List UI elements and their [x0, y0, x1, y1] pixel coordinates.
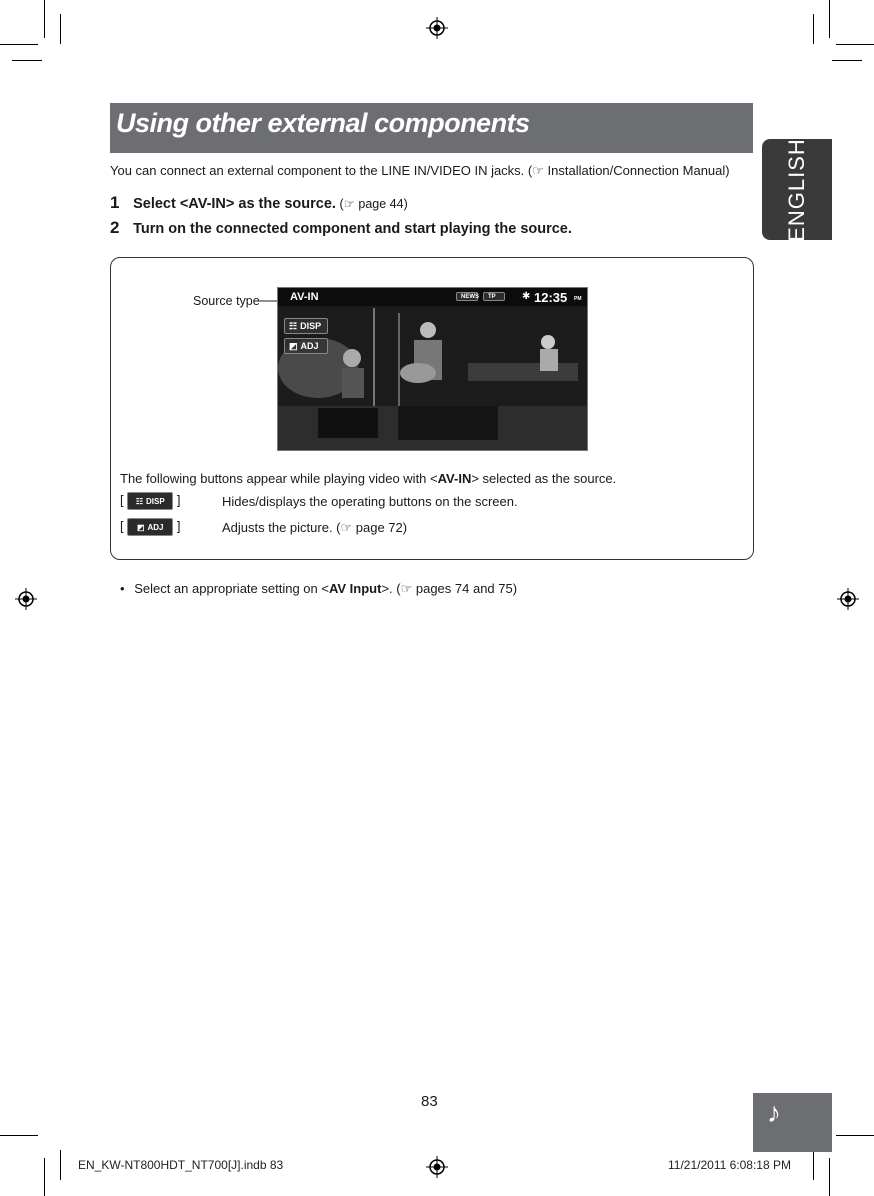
- news-indicator: [456, 292, 478, 301]
- step-text: Turn on the connected component and start playing the source.: [133, 221, 572, 237]
- crop-mark: [44, 1158, 45, 1196]
- registration-mark-icon: [426, 1156, 448, 1178]
- disp-button-label: DISP: [300, 321, 322, 331]
- bullet-text: >. (☞ pages 74 and 75): [381, 581, 518, 596]
- source-label: AV-IN: [290, 291, 319, 303]
- crop-mark: [0, 1135, 38, 1136]
- disp-sample-label: DISP: [145, 496, 165, 506]
- step-number: 2: [110, 218, 120, 237]
- crop-mark: [836, 1135, 874, 1136]
- adj-icon: ◩: [289, 340, 298, 351]
- adj-button[interactable]: [284, 338, 328, 354]
- page-title: Using other external components: [116, 108, 530, 138]
- bullet-text: Select an appropriate setting on <: [134, 581, 329, 596]
- button-bracket-adj: [ ◩ ADJ ]: [120, 518, 180, 536]
- adj-sample-label: ADJ: [147, 522, 164, 532]
- buttons-intro-source: AV-IN: [437, 471, 472, 486]
- registration-mark-icon: [426, 17, 448, 39]
- note-tab: [753, 1093, 832, 1152]
- step-text: Select <AV-IN> as the source.: [133, 196, 336, 212]
- news-indicator-label: NEWS: [461, 293, 479, 300]
- crop-mark: [813, 1150, 814, 1180]
- crop-mark: [836, 44, 874, 45]
- buttons-intro-text: > selected as the source.: [471, 471, 617, 486]
- language-tab: [762, 139, 832, 240]
- bullet-dot: •: [120, 581, 125, 596]
- clock-ampm: PM: [574, 296, 582, 302]
- disp-button-sample: [127, 492, 173, 510]
- crop-mark: [12, 60, 42, 61]
- clock: 12:35: [534, 290, 568, 305]
- disp-icon: ☷: [135, 496, 143, 506]
- adj-icon: ◩: [136, 522, 145, 532]
- intro-text: You can connect an external component to the LINE IN/VIDEO IN jacks. (☞ Installation/Connection Manual): [110, 163, 730, 178]
- adj-description: Adjusts the picture. (☞ page 72): [222, 520, 408, 535]
- step-number: 1: [110, 193, 120, 212]
- disp-description: Hides/displays the operating buttons on the screen.: [222, 494, 518, 509]
- crop-mark: [829, 0, 830, 38]
- crop-mark: [813, 14, 814, 44]
- button-bracket-disp: [ ☷ DISP ]: [120, 492, 180, 510]
- source-type-callout: Source type: [193, 294, 260, 308]
- page-number: 83: [421, 1093, 438, 1110]
- tp-indicator-label: TP: [488, 293, 496, 300]
- step-reference: (☞ page 44): [339, 197, 408, 211]
- language-tab-label: ENGLISH: [784, 137, 809, 242]
- crop-mark: [60, 14, 61, 44]
- step-1: [110, 193, 408, 213]
- tp-indicator: [483, 292, 505, 301]
- crop-mark: [832, 60, 862, 61]
- bullet-setting: AV Input: [328, 581, 382, 596]
- step-2: [110, 218, 572, 238]
- bullet-item: [120, 581, 517, 597]
- av-in-screen-illustration: [277, 287, 588, 451]
- buttons-intro-text: The following buttons appear while playing video with <: [120, 471, 438, 486]
- crop-mark: [44, 0, 45, 38]
- stage-scene-image: [278, 288, 587, 450]
- footer-file-name: EN_KW-NT800HDT_NT700[J].indb 83: [78, 1158, 284, 1172]
- crop-mark: [829, 1158, 830, 1196]
- bluetooth-icon: ✱: [522, 291, 531, 302]
- music-note-icon: ♪: [767, 1097, 781, 1128]
- crop-mark: [60, 1150, 61, 1180]
- registration-mark-icon: [15, 588, 37, 610]
- footer-timestamp: 11/21/2011 6:08:18 PM: [668, 1158, 791, 1172]
- registration-mark-icon: [837, 588, 859, 610]
- crop-mark: [0, 44, 38, 45]
- buttons-intro: [120, 471, 616, 486]
- disp-button[interactable]: [284, 318, 328, 334]
- adj-button-label: ADJ: [300, 341, 319, 351]
- adj-button-sample: [127, 518, 173, 536]
- disp-icon: ☷: [289, 320, 298, 331]
